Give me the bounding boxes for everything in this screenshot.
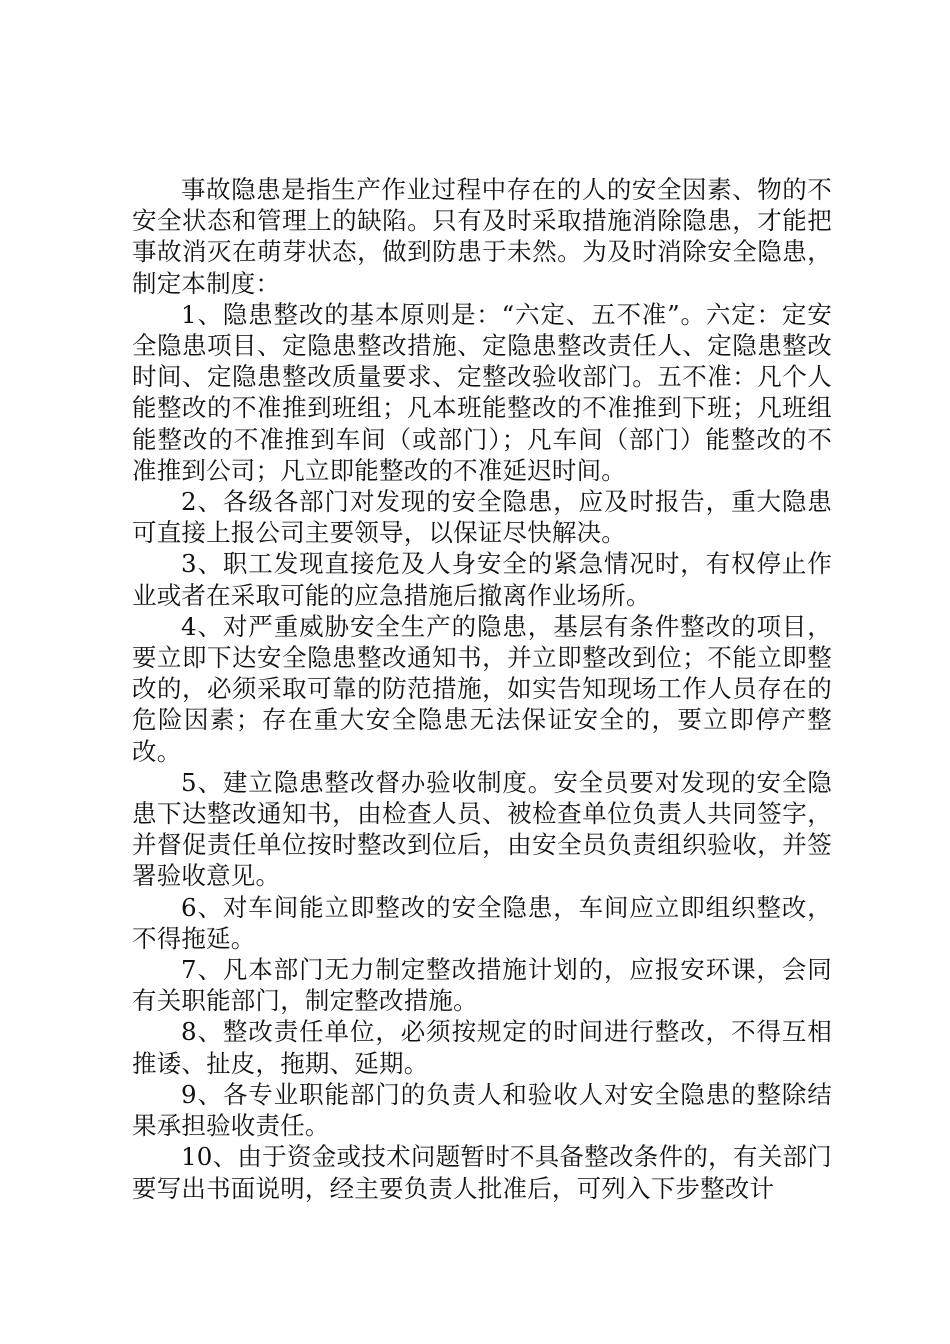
- rule-4-paragraph: 4、对严重威胁安全生产的隐患，基层有条件整改的项目，要立即下达安全隐患整改通知书，并立即整改到位；不能立即整改的，必须采取可靠的防范措施，如实告知现场工作人员存在的危险因素；存在重大安全隐患无法保证安全的，要立即停产整改。: [132, 611, 832, 766]
- rule-8-paragraph: 8、整改责任单位，必须按规定的时间进行整改，不得互相推诿、扯皮，拖期、延期。: [132, 1017, 832, 1078]
- rule-7-paragraph: 7、凡本部门无力制定整改措施计划的，应报安环课，会同有关职能部门，制定整改措施。: [132, 955, 832, 1016]
- rule-10-paragraph: 10、由于资金或技术问题暂时不具备整改条件的，有关部门要写出书面说明，经主要负责人批准后，可列入下步整改计: [132, 1142, 832, 1203]
- intro-paragraph: 事故隐患是指生产作业过程中存在的人的安全因素、物的不安全状态和管理上的缺陷。只有及时采取措施消除隐患，才能把事故消灭在萌芽状态，做到防患于未然。为及时消除安全隐患，制定本制度：: [132, 175, 832, 298]
- document-body: [132, 174, 832, 1204]
- rule-5-paragraph: 5、建立隐患整改督办验收制度。安全员要对发现的安全隐患下达整改通知书，由检查人员、被检查单位负责人共同签字，并督促责任单位按时整改到位后，由安全员负责组织验收，并签署验收意见。: [132, 767, 832, 891]
- rule-3-paragraph: 3、职工发现直接危及人身安全的紧急情况时，有权停止作业或者在采取可能的应急措施后撤离作业场所。: [132, 549, 832, 610]
- rule-6-paragraph: 6、对车间能立即整改的安全隐患，车间应立即组织整改，不得拖延。: [132, 892, 832, 953]
- rule-1-paragraph: 1、隐患整改的基本原则是：“六定、五不准”。六定：定安全隐患项目、定隐患整改措施、定隐患整改责任人、定隐患整改时间、定隐患整改质量要求、定整改验收部门。五不准：凡个人能整改的不准推到班组；凡本班能整改的不准推到下班；凡班组能整改的不准推到车间（或部门）；凡车间（部门）能整改的不准推到公司；凡立即能整改的不准延迟时间。: [132, 299, 832, 485]
- rule-2-paragraph: 2、各级各部门对发现的安全隐患，应及时报告，重大隐患可直接上报公司主要领导，以保证尽快解决。: [132, 487, 832, 548]
- rule-9-paragraph: 9、各专业职能部门的负责人和验收人对安全隐患的整除结果承担验收责任。: [132, 1079, 832, 1141]
